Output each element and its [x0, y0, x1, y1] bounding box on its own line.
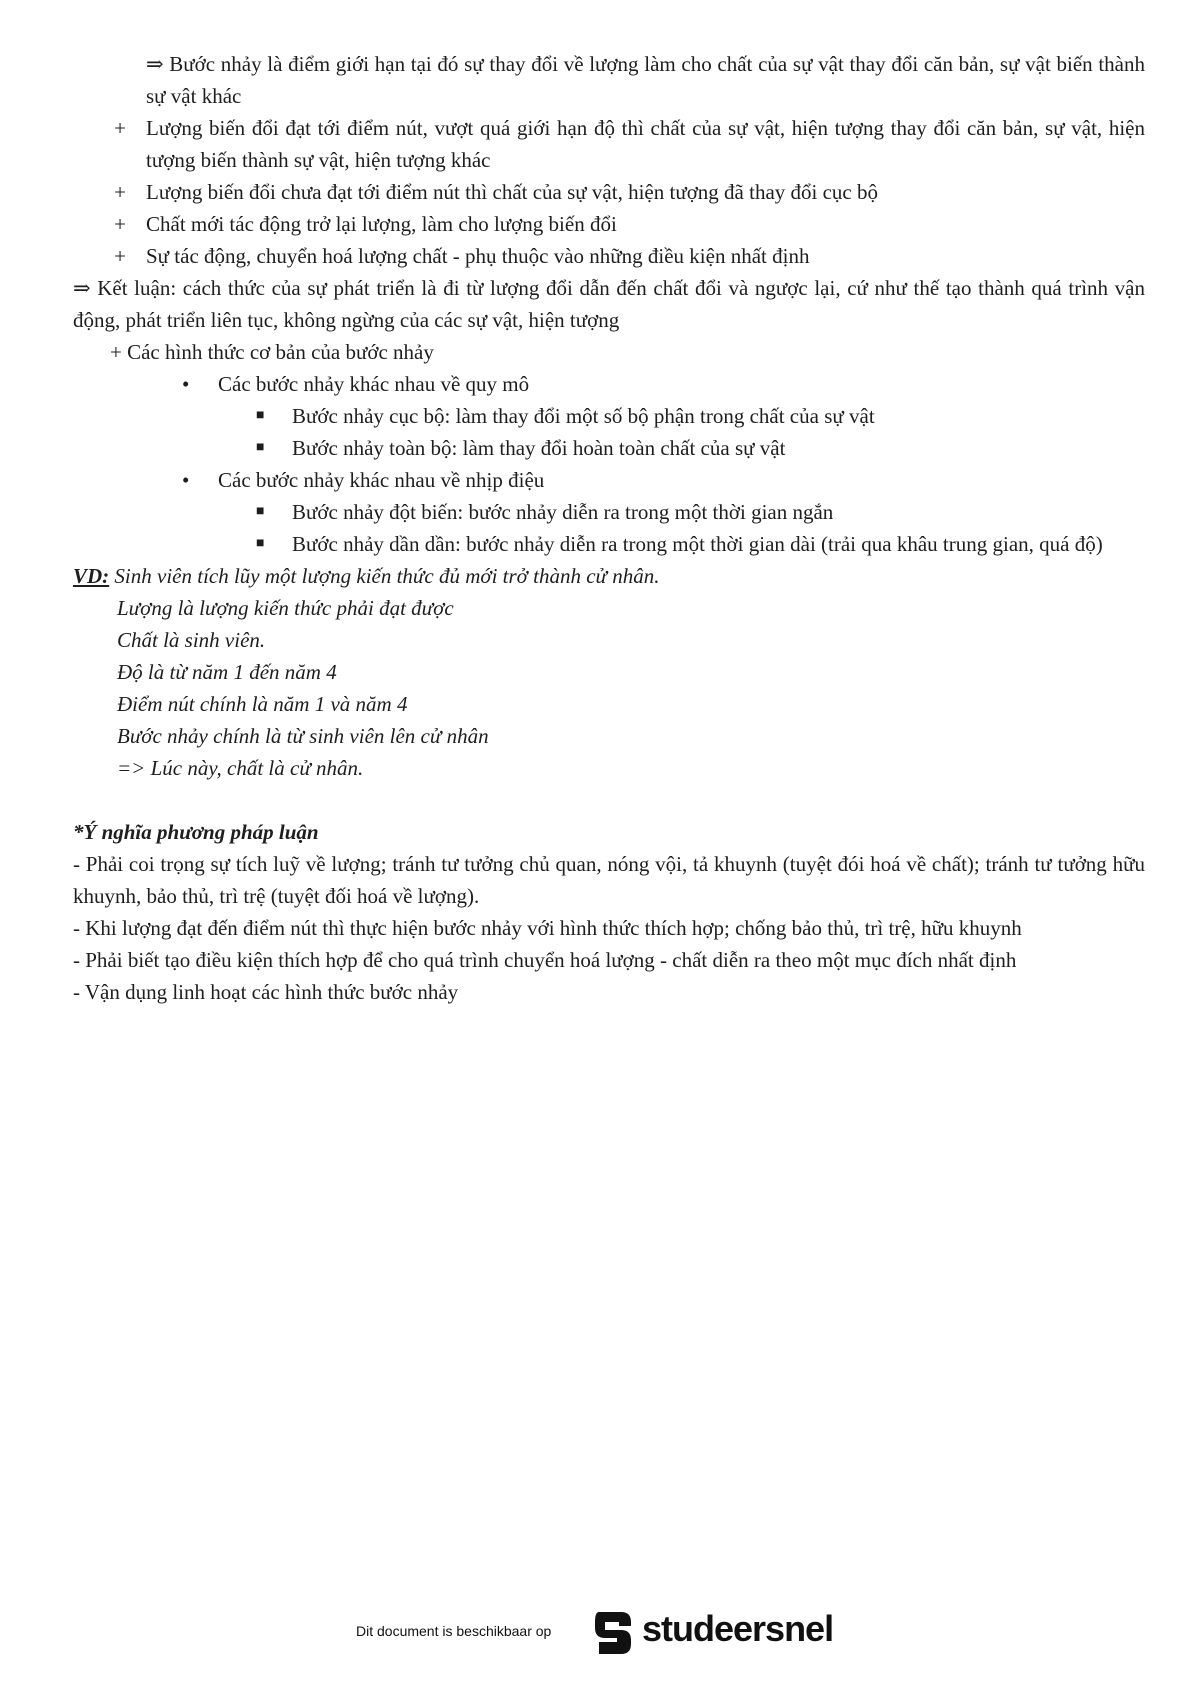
example-line: Bước nhảy chính là từ sinh viên lên cử nhân — [117, 724, 489, 748]
example-heading — [73, 560, 1145, 592]
square-item-text: Bước nhảy dần dần: bước nhảy diễn ra trong một thời gian dài (trải qua khâu trung gian, quá độ) — [292, 532, 1103, 556]
bullet-item — [73, 464, 1145, 496]
square-mark: ■ — [256, 408, 265, 423]
methodology-heading: *Ý nghĩa phương pháp luận — [73, 820, 319, 844]
example-line: Độ là từ năm 1 đến năm 4 — [117, 660, 337, 684]
plus-item — [73, 240, 1145, 272]
square-item — [73, 400, 1145, 432]
bullet-item — [73, 368, 1145, 400]
square-mark: ■ — [256, 504, 265, 519]
plus-mark: + — [114, 116, 126, 140]
plus-item-text: Chất mới tác động trở lại lượng, làm cho lượng biến đổi — [146, 212, 617, 236]
example-line: Điểm nút chính là năm 1 và năm 4 — [117, 692, 408, 716]
plus-item-text: Sự tác động, chuyển hoá lượng chất - phụ thuộc vào những điều kiện nhất định — [146, 244, 810, 268]
plus-item-text: Lượng biến đổi chưa đạt tới điểm nút thì chất của sự vật, hiện tượng đã thay đổi cục bộ — [146, 180, 879, 204]
footer-banner[interactable] — [0, 1602, 1197, 1662]
forms-heading: + Các hình thức cơ bản của bước nhảy — [110, 340, 434, 364]
example-line: Chất là sinh viên. — [117, 628, 266, 652]
methodology-item: - Phải coi trọng sự tích luỹ về lượng; tránh tư tưởng chủ quan, nóng vội, tả khuynh (tuyệt đói hoá về chất); tránh tư tưởng hữu khuynh, bảo thủ, trì trệ (tuyệt đối hoá về lượng). — [73, 852, 1145, 908]
document-content — [73, 48, 1145, 1008]
square-item — [73, 432, 1145, 464]
plus-item — [73, 208, 1145, 240]
bullet-mark: • — [182, 372, 190, 396]
methodology-item: - Phải biết tạo điều kiện thích hợp để cho quá trình chuyển hoá lượng - chất diễn ra theo một mục đích nhất định — [73, 948, 1017, 972]
example-label: VD: — [73, 564, 110, 588]
plus-item-text: Lượng biến đổi đạt tới điểm nút, vượt quá giới hạn độ thì chất của sự vật, hiện tượng thay đổi căn bản, sự vật, hiện tượng biến thành sự vật, hiện tượng khác — [146, 116, 1145, 172]
example-line: => Lúc này, chất là cử nhân. — [117, 756, 364, 780]
square-item-text: Bước nhảy đột biến: bước nhảy diễn ra trong một thời gian ngắn — [292, 500, 834, 524]
bullet-item-text: Các bước nhảy khác nhau về quy mô — [218, 372, 530, 396]
methodology-item: - Vận dụng linh hoạt các hình thức bước nhảy — [73, 980, 459, 1004]
plus-mark: + — [114, 180, 126, 204]
square-item — [73, 528, 1145, 560]
plus-item — [73, 176, 1145, 208]
arrow-summary: ⇒ Bước nhảy là điểm giới hạn tại đó sự thay đổi về lượng làm cho chất của sự vật thay đổi căn bản, sự vật biến thành sự vật khác — [146, 52, 1145, 108]
plus-mark: + — [114, 244, 126, 268]
square-item-text: Bước nhảy cục bộ: làm thay đổi một số bộ phận trong chất của sự vật — [292, 404, 875, 428]
spacer — [73, 784, 1145, 816]
studeersnel-logo-icon[interactable] — [591, 1608, 635, 1656]
square-item — [73, 496, 1145, 528]
methodology-item: - Khi lượng đạt đến điểm nút thì thực hiện bước nhảy với hình thức thích hợp; chống bảo thủ, trì trệ, hữu khuynh — [73, 916, 1022, 940]
bullet-mark: • — [182, 468, 190, 492]
footer-text: Dit document is beschikbaar op — [356, 1623, 552, 1639]
example-line: Lượng là lượng kiến thức phải đạt được — [117, 596, 454, 620]
example-text: Sinh viên tích lũy một lượng kiến thức đủ mới trở thành cử nhân. — [109, 564, 660, 588]
conclusion-paragraph: ⇒ Kết luận: cách thức của sự phát triển là đi từ lượng đổi dẫn đến chất đổi và ngược lại, cứ như thế tạo thành quá trình vận động, phát triển liên tục, không ngừng của các sự vật, hiện tượng — [73, 276, 1145, 332]
plus-item — [73, 112, 1145, 176]
bullet-item-text: Các bước nhảy khác nhau về nhịp điệu — [218, 468, 545, 492]
square-item-text: Bước nhảy toàn bộ: làm thay đổi hoàn toàn chất của sự vật — [292, 436, 786, 460]
square-mark: ■ — [256, 536, 265, 551]
studeersnel-logo-text[interactable]: studeersnel — [642, 1608, 834, 1649]
square-mark: ■ — [256, 440, 265, 455]
plus-mark: + — [114, 212, 126, 236]
